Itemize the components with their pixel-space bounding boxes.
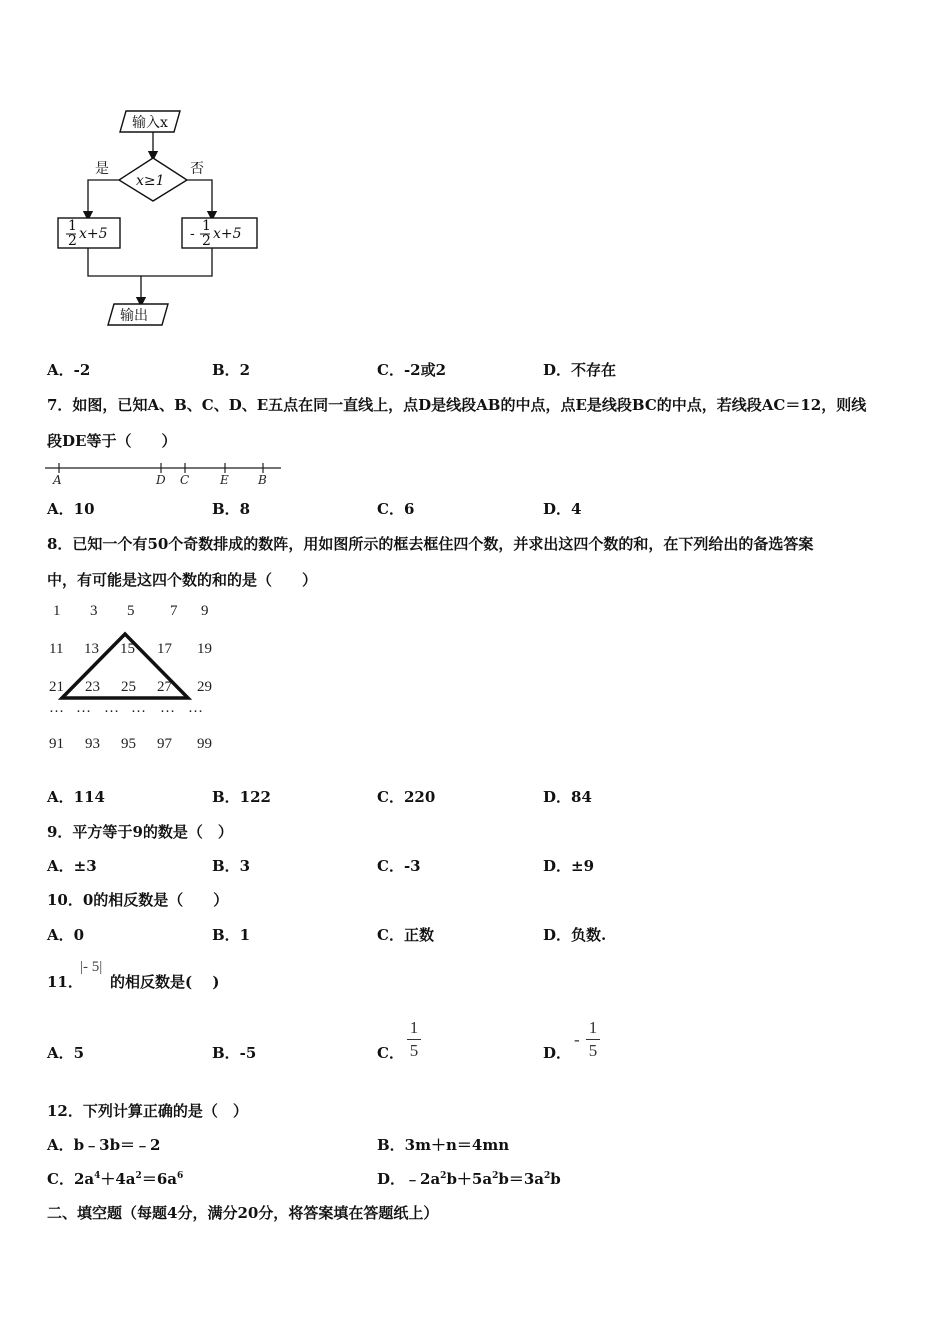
q9-option-c: C．-3: [377, 857, 421, 875]
point-b-label: B: [258, 473, 267, 487]
q6-option-d: D．不存在: [543, 361, 617, 379]
section-2-heading: 二、填空题（每题4分，满分20分，将答案填在答题纸上）: [47, 1204, 439, 1222]
q10-option-c: C．正数: [377, 926, 434, 944]
q10-option-a: A．0: [47, 926, 85, 944]
q7-option-b: B．8: [212, 500, 251, 518]
q8-option-a: A．114: [47, 788, 105, 806]
point-e-label: E: [220, 473, 229, 487]
q6-option-a: A．-2: [47, 361, 91, 379]
q10-option-d: D．负数.: [543, 926, 607, 944]
svg-text:x+5: x+5: [213, 226, 242, 242]
q6-option-c: C．-2或2: [377, 361, 447, 379]
no-label: 否: [190, 161, 204, 177]
condition-label: x≥1: [136, 173, 165, 189]
q10-option-b: B．1: [212, 926, 251, 944]
q11-option-d-sign: -: [574, 1030, 580, 1049]
point-c-label: C: [180, 473, 190, 487]
q11-abs-expression: |- 5|: [80, 959, 103, 975]
q7-option-d: D．4: [543, 500, 582, 518]
q9-stem: 9．平方等于9的数是（ ）: [47, 823, 233, 841]
q8-option-b: B．122: [212, 788, 271, 806]
point-a-label: A: [53, 473, 62, 487]
q8-option-c: C．220: [377, 788, 436, 806]
q8-option-d: D．84: [543, 788, 592, 806]
q7-option-c: C．6: [377, 500, 415, 518]
q12-option-b: B．3m＋n＝4mn: [377, 1136, 510, 1154]
triangle-frame: [0, 0, 240, 720]
q8-stem-line2: 中，有可能是这四个数的和的是（ ）: [47, 571, 318, 589]
svg-text:1: 1: [68, 218, 77, 234]
q11-option-c-fraction: 1 5: [407, 1018, 421, 1061]
q8-stem-line1: 8．已知一个有50个奇数排成的数阵，用如图所示的框去框住四个数，并求出这四个数的和，在下列给出的备选答案: [47, 535, 814, 553]
q12-option-c: C．$2a^4+4a^2=6a^6$: [47, 1170, 184, 1188]
q11-option-a: A．5: [47, 1044, 85, 1062]
svg-text:2: 2: [68, 233, 77, 249]
q10-stem: 10．0的相反数是（ ）: [47, 891, 229, 909]
svg-text:-: -: [190, 226, 195, 242]
output-label: 输出: [120, 308, 148, 324]
q11-suffix: 的相反数是( ): [110, 973, 220, 991]
q12-option-a: A．b﹣3b＝﹣2: [47, 1136, 161, 1154]
q7-option-a: A．10: [47, 500, 95, 518]
input-label: 输入x: [132, 115, 168, 131]
q11-option-d-fraction: 1 5: [586, 1018, 600, 1061]
q6-option-b: B．2: [212, 361, 251, 379]
q11-option-c: C．: [377, 1044, 404, 1062]
svg-text:2: 2: [202, 233, 211, 249]
svg-text:x+5: x+5: [79, 226, 108, 242]
q11-prefix: 11．: [47, 973, 83, 991]
q9-option-d: D．±9: [543, 857, 595, 875]
q9-option-a: A．±3: [47, 857, 97, 875]
yes-label: 是: [95, 161, 109, 177]
svg-text:1: 1: [202, 218, 211, 234]
q12-option-d: D．$﹣2a^2b+5a^2b=3a^2b$: [377, 1170, 561, 1188]
q9-option-b: B．3: [212, 857, 251, 875]
q7-stem-line1: 7．如图，已知A、B、C、D、E五点在同一直线上，点D是线段AB的中点，点E是线段BC的中点，若线段AC＝12，则线: [47, 396, 867, 414]
q12-stem: 12．下列计算正确的是（ ）: [47, 1102, 248, 1120]
q7-stem-line2: 段DE等于（ ）: [47, 432, 177, 450]
q11-option-d: D．: [543, 1044, 572, 1062]
q11-option-b: B．-5: [212, 1044, 257, 1062]
point-d-label: D: [156, 473, 166, 487]
